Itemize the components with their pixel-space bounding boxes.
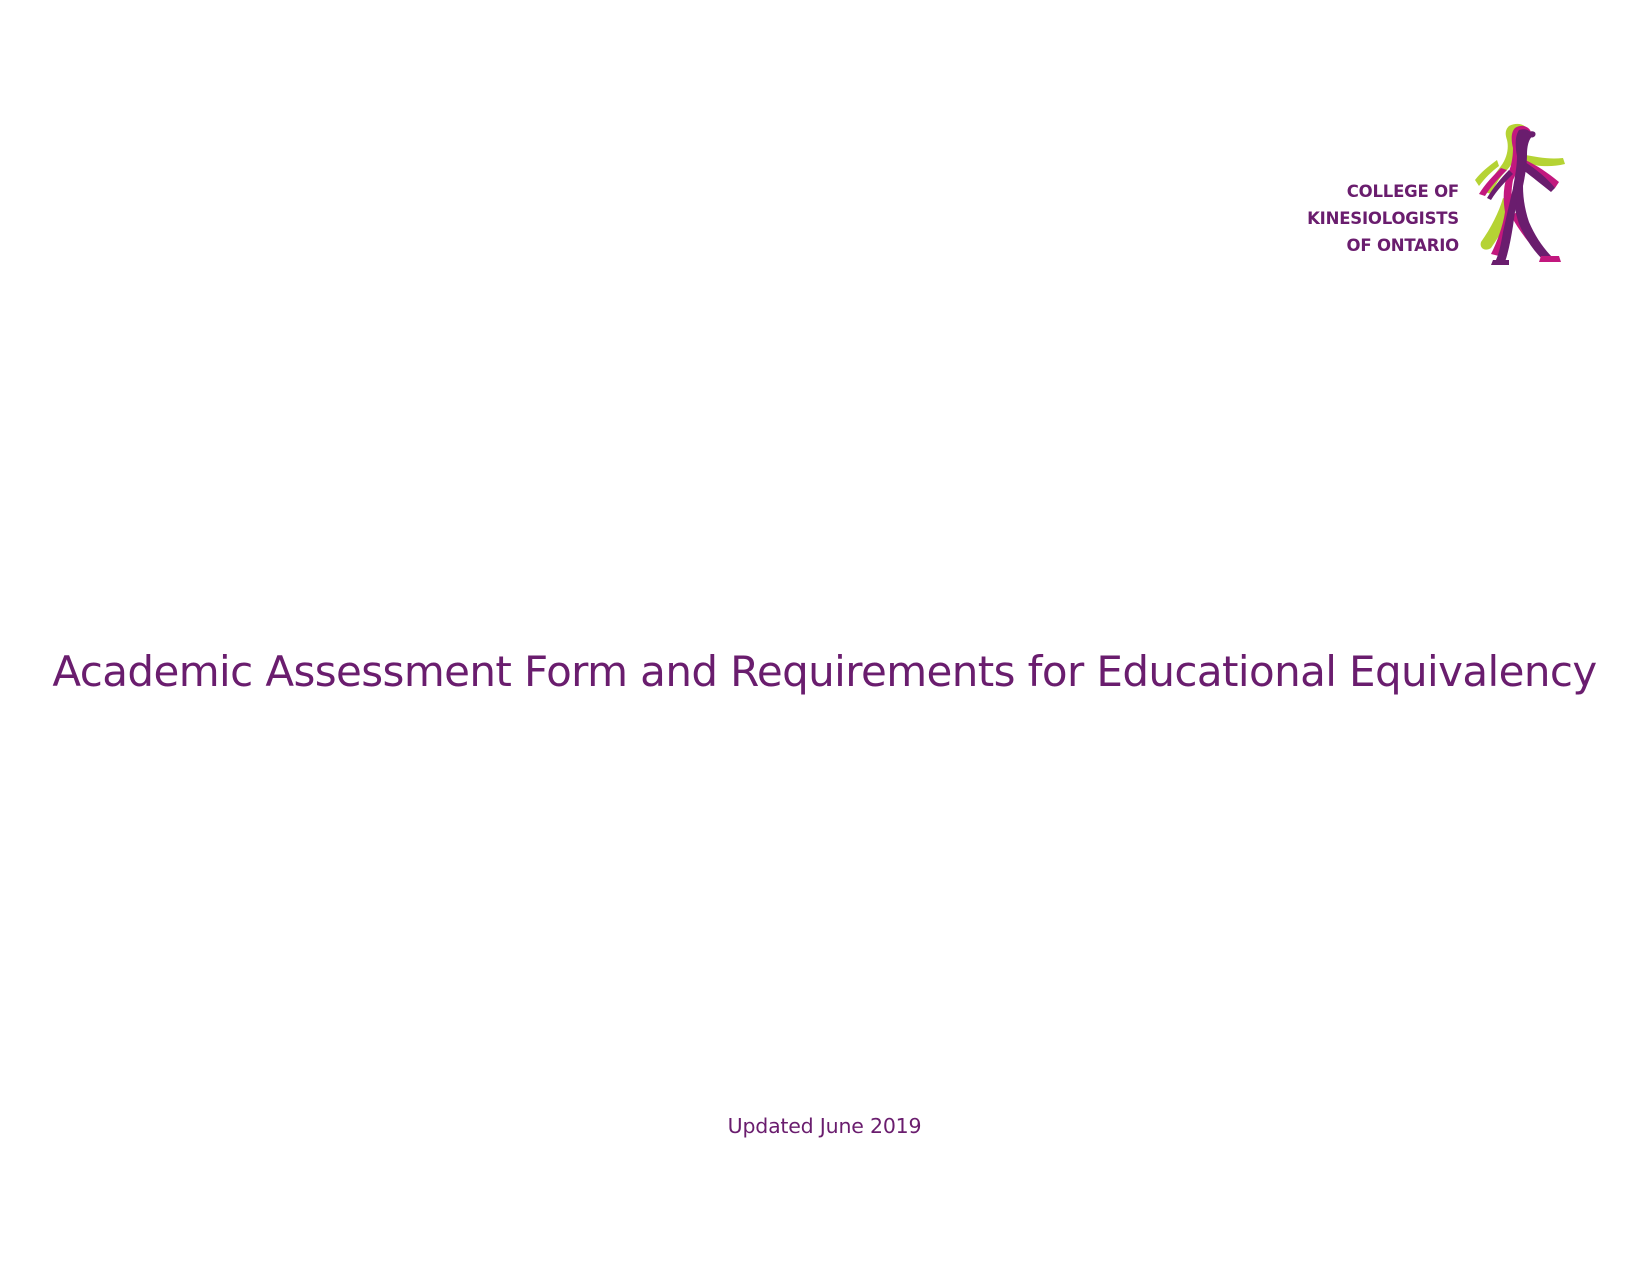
logo-wordmark [1307,178,1459,259]
organization-logo [1290,120,1590,265]
logo-line-1: COLLEGE OF [1346,182,1459,201]
walking-figure-logo-icon [1455,120,1590,265]
document-title: Academic Assessment Form and Requirements for Educational Equivalency [52,647,1597,697]
logo-line-3: OF ONTARIO [1346,236,1459,255]
logo-line-2: KINESIOLOGISTS [1307,209,1459,228]
updated-date: Updated June 2019 [727,1114,922,1138]
